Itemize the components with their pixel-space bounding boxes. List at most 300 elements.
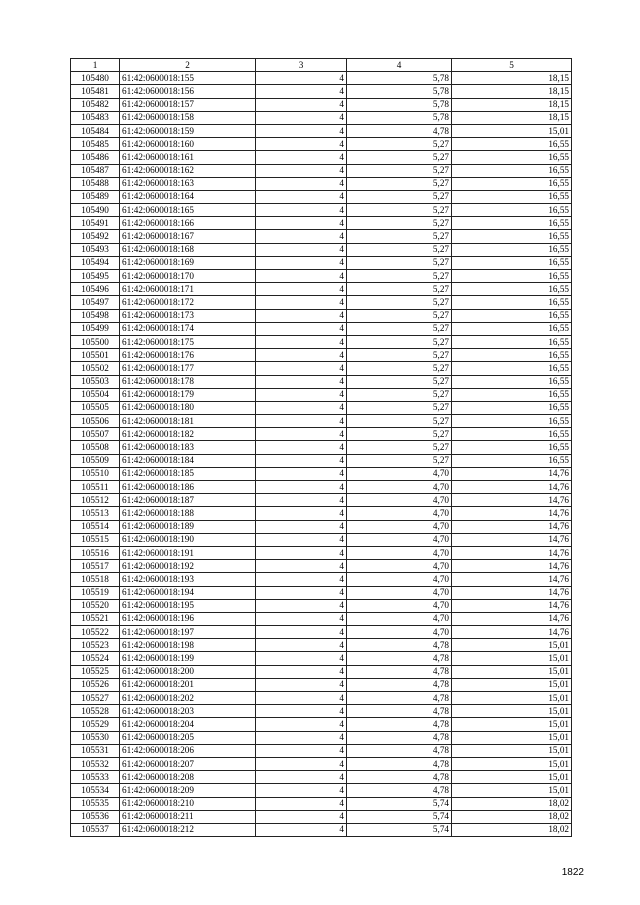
value-cell-3: 4: [256, 599, 347, 612]
value-cell-3: 4: [256, 731, 347, 744]
value-cell-5: 15,01: [452, 731, 572, 744]
value-cell-3: 4: [256, 718, 347, 731]
row-number-cell: 105513: [71, 507, 120, 520]
value-cell-3: 4: [256, 428, 347, 441]
value-cell-4: 5,78: [347, 98, 452, 111]
value-cell-3: 4: [256, 243, 347, 256]
value-cell-4: 5,27: [347, 190, 452, 203]
page-number: 1822: [561, 867, 584, 878]
row-number-cell: 105512: [71, 494, 120, 507]
table-row: [71, 599, 572, 612]
table-row: [71, 797, 572, 810]
row-number-cell: 105528: [71, 705, 120, 718]
value-cell-4: 5,27: [347, 401, 452, 414]
value-cell-4: 4,78: [347, 784, 452, 797]
value-cell-4: 4,70: [347, 494, 452, 507]
value-cell-3: 4: [256, 560, 347, 573]
table-row: [71, 401, 572, 414]
cadastral-number-cell: 61:42:0600018:181: [120, 415, 256, 428]
table-row: [71, 639, 572, 652]
row-number-cell: 105524: [71, 652, 120, 665]
table-row: [71, 612, 572, 625]
table-row: [71, 507, 572, 520]
cadastral-number-cell: 61:42:0600018:185: [120, 467, 256, 480]
value-cell-4: 5,78: [347, 72, 452, 85]
table-row: [71, 349, 572, 362]
cadastral-number-cell: 61:42:0600018:158: [120, 111, 256, 124]
value-cell-3: 4: [256, 639, 347, 652]
value-cell-4: 4,78: [347, 731, 452, 744]
value-cell-5: 16,55: [452, 190, 572, 203]
value-cell-5: 16,55: [452, 204, 572, 217]
value-cell-5: 18,02: [452, 797, 572, 810]
value-cell-4: 4,78: [347, 652, 452, 665]
value-cell-5: 15,01: [452, 665, 572, 678]
value-cell-5: 18,15: [452, 85, 572, 98]
value-cell-3: 4: [256, 612, 347, 625]
value-cell-4: 4,70: [347, 520, 452, 533]
row-number-cell: 105491: [71, 217, 120, 230]
table-row: [71, 718, 572, 731]
cadastral-number-cell: 61:42:0600018:207: [120, 757, 256, 770]
cadastral-number-cell: 61:42:0600018:165: [120, 204, 256, 217]
value-cell-4: 5,27: [347, 362, 452, 375]
value-cell-5: 14,76: [452, 599, 572, 612]
value-cell-3: 4: [256, 652, 347, 665]
value-cell-5: 14,76: [452, 533, 572, 546]
value-cell-3: 4: [256, 744, 347, 757]
value-cell-4: 5,27: [347, 151, 452, 164]
table-row: [71, 151, 572, 164]
cadastral-number-cell: 61:42:0600018:163: [120, 177, 256, 190]
cadastral-number-cell: 61:42:0600018:201: [120, 678, 256, 691]
value-cell-3: 4: [256, 230, 347, 243]
value-cell-3: 4: [256, 678, 347, 691]
value-cell-5: 16,55: [452, 151, 572, 164]
cadastral-number-cell: 61:42:0600018:202: [120, 692, 256, 705]
table-row: [71, 204, 572, 217]
row-number-cell: 105497: [71, 296, 120, 309]
row-number-cell: 105521: [71, 612, 120, 625]
value-cell-4: 4,78: [347, 124, 452, 137]
value-cell-3: 4: [256, 481, 347, 494]
value-cell-5: 16,55: [452, 217, 572, 230]
row-number-cell: 105507: [71, 428, 120, 441]
cadastral-number-cell: 61:42:0600018:164: [120, 190, 256, 203]
cadastral-number-cell: 61:42:0600018:182: [120, 428, 256, 441]
row-number-cell: 105532: [71, 757, 120, 770]
cadastral-number-cell: 61:42:0600018:172: [120, 296, 256, 309]
cadastral-number-cell: 61:42:0600018:170: [120, 270, 256, 283]
value-cell-4: 5,27: [347, 309, 452, 322]
value-cell-3: 4: [256, 757, 347, 770]
value-cell-4: 4,78: [347, 678, 452, 691]
cadastral-number-cell: 61:42:0600018:210: [120, 797, 256, 810]
value-cell-5: 16,55: [452, 230, 572, 243]
row-number-cell: 105505: [71, 401, 120, 414]
table-row: [71, 692, 572, 705]
value-cell-3: 4: [256, 138, 347, 151]
value-cell-5: 15,01: [452, 639, 572, 652]
value-cell-3: 4: [256, 375, 347, 388]
cadastral-number-cell: 61:42:0600018:211: [120, 810, 256, 823]
value-cell-5: 18,02: [452, 810, 572, 823]
column-header-3: 3: [256, 59, 347, 72]
value-cell-5: 16,55: [452, 428, 572, 441]
value-cell-5: 15,01: [452, 692, 572, 705]
column-header-4: 4: [347, 59, 452, 72]
value-cell-5: 16,55: [452, 349, 572, 362]
value-cell-5: 14,76: [452, 467, 572, 480]
value-cell-3: 4: [256, 467, 347, 480]
cadastral-number-cell: 61:42:0600018:159: [120, 124, 256, 137]
value-cell-3: 4: [256, 810, 347, 823]
table-row: [71, 626, 572, 639]
value-cell-4: 4,70: [347, 560, 452, 573]
cadastral-number-cell: 61:42:0600018:199: [120, 652, 256, 665]
value-cell-4: 5,27: [347, 441, 452, 454]
table-row: [71, 309, 572, 322]
table-row: [71, 230, 572, 243]
column-header-5: 5: [452, 59, 572, 72]
value-cell-3: 4: [256, 705, 347, 718]
table-row: [71, 757, 572, 770]
table-row: [71, 283, 572, 296]
cadastral-number-cell: 61:42:0600018:197: [120, 626, 256, 639]
cadastral-number-cell: 61:42:0600018:203: [120, 705, 256, 718]
value-cell-4: 5,27: [347, 375, 452, 388]
cadastral-number-cell: 61:42:0600018:171: [120, 283, 256, 296]
table-row: [71, 428, 572, 441]
value-cell-3: 4: [256, 626, 347, 639]
column-header-2: 2: [120, 59, 256, 72]
value-cell-3: 4: [256, 401, 347, 414]
cadastral-number-cell: 61:42:0600018:198: [120, 639, 256, 652]
value-cell-3: 4: [256, 533, 347, 546]
cadastral-number-cell: 61:42:0600018:160: [120, 138, 256, 151]
value-cell-4: 5,27: [347, 177, 452, 190]
table-row: [71, 415, 572, 428]
value-cell-3: 4: [256, 85, 347, 98]
value-cell-5: 14,76: [452, 520, 572, 533]
cadastral-number-cell: 61:42:0600018:196: [120, 612, 256, 625]
table-row: [71, 138, 572, 151]
value-cell-3: 4: [256, 296, 347, 309]
value-cell-5: 16,55: [452, 415, 572, 428]
row-number-cell: 105489: [71, 190, 120, 203]
value-cell-5: 15,01: [452, 652, 572, 665]
table-row: [71, 72, 572, 85]
value-cell-4: 4,78: [347, 692, 452, 705]
table-row: [71, 190, 572, 203]
table-row: [71, 467, 572, 480]
value-cell-5: 16,55: [452, 309, 572, 322]
value-cell-4: 5,27: [347, 164, 452, 177]
value-cell-5: 16,55: [452, 243, 572, 256]
cadastral-number-cell: 61:42:0600018:173: [120, 309, 256, 322]
row-number-cell: 105527: [71, 692, 120, 705]
value-cell-4: 5,27: [347, 230, 452, 243]
column-header-1: 1: [71, 59, 120, 72]
table-row: [71, 441, 572, 454]
row-number-cell: 105529: [71, 718, 120, 731]
value-cell-3: 4: [256, 335, 347, 348]
value-cell-3: 4: [256, 256, 347, 269]
value-cell-5: 15,01: [452, 784, 572, 797]
value-cell-3: 4: [256, 349, 347, 362]
value-cell-3: 4: [256, 388, 347, 401]
value-cell-5: 18,15: [452, 98, 572, 111]
table-row: [71, 586, 572, 599]
row-number-cell: 105518: [71, 573, 120, 586]
value-cell-4: 4,70: [347, 507, 452, 520]
value-cell-4: 5,27: [347, 204, 452, 217]
value-cell-4: 4,78: [347, 665, 452, 678]
value-cell-3: 4: [256, 72, 347, 85]
value-cell-3: 4: [256, 771, 347, 784]
row-number-cell: 105490: [71, 204, 120, 217]
table-row: [71, 217, 572, 230]
value-cell-5: 16,55: [452, 335, 572, 348]
row-number-cell: 105496: [71, 283, 120, 296]
cadastral-number-cell: 61:42:0600018:205: [120, 731, 256, 744]
cadastral-number-cell: 61:42:0600018:155: [120, 72, 256, 85]
table-row: [71, 335, 572, 348]
value-cell-5: 16,55: [452, 283, 572, 296]
row-number-cell: 105504: [71, 388, 120, 401]
value-cell-4: 5,27: [347, 138, 452, 151]
table-row: [71, 546, 572, 559]
row-number-cell: 105488: [71, 177, 120, 190]
row-number-cell: 105519: [71, 586, 120, 599]
row-number-cell: 105525: [71, 665, 120, 678]
table-row: [71, 652, 572, 665]
value-cell-3: 4: [256, 586, 347, 599]
value-cell-3: 4: [256, 692, 347, 705]
cadastral-number-cell: 61:42:0600018:167: [120, 230, 256, 243]
value-cell-3: 4: [256, 309, 347, 322]
value-cell-5: 16,55: [452, 296, 572, 309]
row-number-cell: 105526: [71, 678, 120, 691]
table-row: [71, 731, 572, 744]
cadastral-number-cell: 61:42:0600018:191: [120, 546, 256, 559]
table-row: [71, 375, 572, 388]
value-cell-4: 5,27: [347, 296, 452, 309]
value-cell-4: 5,27: [347, 415, 452, 428]
cadastral-number-cell: 61:42:0600018:156: [120, 85, 256, 98]
value-cell-3: 4: [256, 362, 347, 375]
value-cell-3: 4: [256, 124, 347, 137]
row-number-cell: 105515: [71, 533, 120, 546]
value-cell-3: 4: [256, 190, 347, 203]
cadastral-number-cell: 61:42:0600018:177: [120, 362, 256, 375]
value-cell-5: 14,76: [452, 494, 572, 507]
value-cell-4: 5,74: [347, 797, 452, 810]
value-cell-5: 15,01: [452, 757, 572, 770]
table-row: [71, 256, 572, 269]
cadastral-number-cell: 61:42:0600018:206: [120, 744, 256, 757]
row-number-cell: 105502: [71, 362, 120, 375]
table-row: [71, 243, 572, 256]
table-row: [71, 823, 572, 836]
row-number-cell: 105514: [71, 520, 120, 533]
value-cell-4: 5,27: [347, 335, 452, 348]
value-cell-5: 18,02: [452, 823, 572, 836]
value-cell-4: 4,70: [347, 481, 452, 494]
cadastral-number-cell: 61:42:0600018:190: [120, 533, 256, 546]
value-cell-3: 4: [256, 546, 347, 559]
table-row: [71, 362, 572, 375]
value-cell-4: 4,70: [347, 467, 452, 480]
value-cell-3: 4: [256, 270, 347, 283]
table-row: [71, 744, 572, 757]
value-cell-4: 5,27: [347, 243, 452, 256]
table-row: [71, 665, 572, 678]
value-cell-4: 4,70: [347, 586, 452, 599]
cadastral-number-cell: 61:42:0600018:189: [120, 520, 256, 533]
value-cell-4: 4,78: [347, 639, 452, 652]
value-cell-3: 4: [256, 823, 347, 836]
value-cell-5: 18,15: [452, 111, 572, 124]
cadastral-number-cell: 61:42:0600018:179: [120, 388, 256, 401]
row-number-cell: 105482: [71, 98, 120, 111]
table-row: [71, 560, 572, 573]
table-row: [71, 573, 572, 586]
value-cell-3: 4: [256, 283, 347, 296]
row-number-cell: 105520: [71, 599, 120, 612]
value-cell-4: 4,78: [347, 757, 452, 770]
table-row: [71, 388, 572, 401]
value-cell-4: 5,27: [347, 322, 452, 335]
value-cell-4: 5,78: [347, 111, 452, 124]
value-cell-3: 4: [256, 797, 347, 810]
cadastral-number-cell: 61:42:0600018:200: [120, 665, 256, 678]
document-table: [70, 58, 572, 837]
table-row: [71, 481, 572, 494]
value-cell-5: 14,76: [452, 481, 572, 494]
value-cell-5: 16,55: [452, 164, 572, 177]
cadastral-number-cell: 61:42:0600018:188: [120, 507, 256, 520]
cadastral-number-cell: 61:42:0600018:183: [120, 441, 256, 454]
value-cell-3: 4: [256, 217, 347, 230]
row-number-cell: 105500: [71, 335, 120, 348]
value-cell-5: 16,55: [452, 177, 572, 190]
table-row: [71, 454, 572, 467]
table-row: [71, 124, 572, 137]
row-number-cell: 105481: [71, 85, 120, 98]
value-cell-3: 4: [256, 98, 347, 111]
value-cell-3: 4: [256, 507, 347, 520]
value-cell-4: 4,70: [347, 546, 452, 559]
value-cell-5: 15,01: [452, 718, 572, 731]
value-cell-4: 5,27: [347, 256, 452, 269]
row-number-cell: 105503: [71, 375, 120, 388]
value-cell-4: 5,27: [347, 283, 452, 296]
row-number-cell: 105516: [71, 546, 120, 559]
value-cell-3: 4: [256, 520, 347, 533]
value-cell-5: 14,76: [452, 586, 572, 599]
table-row: [71, 296, 572, 309]
table-row: [71, 270, 572, 283]
value-cell-3: 4: [256, 784, 347, 797]
table-row: [71, 85, 572, 98]
row-number-cell: 105533: [71, 771, 120, 784]
cadastral-number-cell: 61:42:0600018:195: [120, 599, 256, 612]
value-cell-4: 5,27: [347, 349, 452, 362]
value-cell-5: 15,01: [452, 124, 572, 137]
cadastral-number-cell: 61:42:0600018:192: [120, 560, 256, 573]
row-number-cell: 105487: [71, 164, 120, 177]
cadastral-number-cell: 61:42:0600018:168: [120, 243, 256, 256]
value-cell-5: 16,55: [452, 270, 572, 283]
cadastral-number-cell: 61:42:0600018:180: [120, 401, 256, 414]
row-number-cell: 105508: [71, 441, 120, 454]
value-cell-5: 14,76: [452, 573, 572, 586]
row-number-cell: 105494: [71, 256, 120, 269]
value-cell-5: 18,15: [452, 72, 572, 85]
value-cell-4: 4,70: [347, 599, 452, 612]
table-row: [71, 678, 572, 691]
row-number-cell: 105484: [71, 124, 120, 137]
row-number-cell: 105531: [71, 744, 120, 757]
table-row: [71, 98, 572, 111]
cadastral-number-cell: 61:42:0600018:166: [120, 217, 256, 230]
row-number-cell: 105536: [71, 810, 120, 823]
row-number-cell: 105511: [71, 481, 120, 494]
row-number-cell: 105534: [71, 784, 120, 797]
value-cell-5: 14,76: [452, 560, 572, 573]
value-cell-5: 15,01: [452, 771, 572, 784]
value-cell-5: 16,55: [452, 388, 572, 401]
value-cell-4: 4,78: [347, 718, 452, 731]
value-cell-4: 4,70: [347, 612, 452, 625]
row-number-cell: 105480: [71, 72, 120, 85]
cadastral-number-cell: 61:42:0600018:187: [120, 494, 256, 507]
value-cell-5: 16,55: [452, 322, 572, 335]
cadastral-number-cell: 61:42:0600018:178: [120, 375, 256, 388]
table-row: [71, 494, 572, 507]
value-cell-3: 4: [256, 665, 347, 678]
row-number-cell: 105523: [71, 639, 120, 652]
table-row: [71, 810, 572, 823]
row-number-cell: 105509: [71, 454, 120, 467]
value-cell-3: 4: [256, 111, 347, 124]
cadastral-number-cell: 61:42:0600018:193: [120, 573, 256, 586]
value-cell-5: 16,55: [452, 375, 572, 388]
value-cell-4: 5,74: [347, 810, 452, 823]
value-cell-5: 16,55: [452, 362, 572, 375]
cadastral-number-cell: 61:42:0600018:161: [120, 151, 256, 164]
row-number-cell: 105517: [71, 560, 120, 573]
row-number-cell: 105506: [71, 415, 120, 428]
cadastral-number-cell: 61:42:0600018:212: [120, 823, 256, 836]
row-number-cell: 105537: [71, 823, 120, 836]
value-cell-4: 4,70: [347, 573, 452, 586]
value-cell-5: 15,01: [452, 705, 572, 718]
value-cell-5: 15,01: [452, 744, 572, 757]
cadastral-number-cell: 61:42:0600018:157: [120, 98, 256, 111]
row-number-cell: 105483: [71, 111, 120, 124]
cadastral-number-cell: 61:42:0600018:186: [120, 481, 256, 494]
cadastral-number-cell: 61:42:0600018:194: [120, 586, 256, 599]
value-cell-3: 4: [256, 494, 347, 507]
cadastral-number-cell: 61:42:0600018:174: [120, 322, 256, 335]
table-row: [71, 111, 572, 124]
cadastral-number-cell: 61:42:0600018:176: [120, 349, 256, 362]
value-cell-3: 4: [256, 441, 347, 454]
cadastral-number-cell: 61:42:0600018:184: [120, 454, 256, 467]
cadastral-number-cell: 61:42:0600018:208: [120, 771, 256, 784]
